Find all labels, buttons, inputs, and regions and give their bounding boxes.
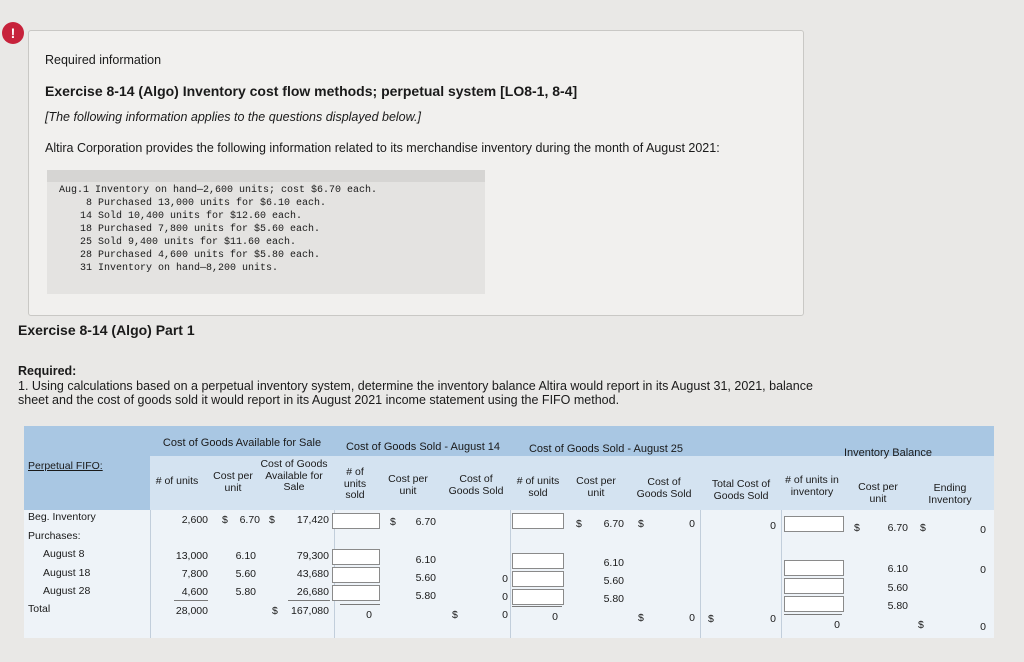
currency-symbol: $ <box>708 613 714 625</box>
row-label-beg-inventory: Beg. Inventory <box>28 511 96 523</box>
available-units: 2,600 <box>181 514 208 526</box>
currency-symbol: $ <box>222 514 228 526</box>
sold14-cogs: 0 <box>502 591 508 603</box>
sold25-cogs: 0 <box>689 518 695 530</box>
available-total: 17,420 <box>296 514 329 526</box>
sold14-units-total: 0 <box>366 609 372 621</box>
sold14-cogs: 0 <box>502 573 508 585</box>
currency-symbol: $ <box>576 518 582 530</box>
required-info-label: Required information <box>45 53 162 67</box>
col-header-cogs-14: Cost of Goods Sold <box>448 473 504 497</box>
col-header-ending-inventory: Ending Inventory <box>928 482 972 506</box>
sold25-units-total: 0 <box>552 611 558 623</box>
column-divider <box>150 510 151 638</box>
transaction-line: 25 Sold 9,400 units for $11.60 each. <box>80 237 297 248</box>
units-sold-aug14-beg-input[interactable] <box>332 513 380 529</box>
total-cogs-beg: 0 <box>770 520 776 532</box>
total-cogs-sum: 0 <box>770 613 776 625</box>
currency-symbol: $ <box>638 518 644 530</box>
inventory-cost: 6.70 <box>887 522 908 534</box>
col-header-cost-per-unit-25: Cost per unit <box>576 475 616 499</box>
available-units: 4,600 <box>181 586 208 598</box>
section-header-available: Cost of Goods Available for Sale <box>162 437 322 449</box>
total-rule <box>174 600 208 601</box>
inventory-cost: 5.60 <box>887 582 908 594</box>
available-cost: 5.80 <box>235 586 256 598</box>
total-rule <box>288 600 330 601</box>
row-label-aug18: August 18 <box>43 567 91 579</box>
currency-symbol: $ <box>272 605 278 617</box>
inventory-ending-total: 0 <box>980 621 986 633</box>
col-header-units-sold: # of units sold <box>343 466 367 501</box>
sold25-cost: 5.60 <box>603 575 624 587</box>
available-cost: 6.10 <box>235 550 256 562</box>
total-rule <box>512 606 562 607</box>
units-sold-aug14-aug28-input[interactable] <box>332 585 380 601</box>
units-sold-aug14-aug8-input[interactable] <box>332 549 380 565</box>
column-divider <box>781 510 782 638</box>
transaction-line: 14 Sold 10,400 units for $12.60 each. <box>80 211 303 222</box>
currency-symbol: $ <box>854 522 860 534</box>
available-units: 13,000 <box>175 550 208 562</box>
alert-icon: ! <box>2 22 24 44</box>
required-heading: Required: <box>18 364 77 378</box>
available-cost: 6.70 <box>239 514 260 526</box>
available-total: 79,300 <box>296 550 329 562</box>
inventory-cost: 5.80 <box>887 600 908 612</box>
transaction-line: 28 Purchased 4,600 units for $5.80 each. <box>80 250 321 261</box>
inventory-ending: 0 <box>980 524 986 536</box>
transactions-panel <box>47 170 485 294</box>
units-sold-aug14-aug18-input[interactable] <box>332 567 380 583</box>
sold25-cost: 5.80 <box>603 593 624 605</box>
required-info-panel <box>28 30 804 316</box>
required-text: 1. Using calculations based on a perpetual inventory system, determine the inventory balance Altira would report in its August 31, 2021, balance sheet and the cost of goods sold it would report in its August 2021 income statement using the FIFO method. <box>18 379 813 407</box>
row-label-aug8: August 8 <box>43 548 85 560</box>
row-label-purchases: Purchases: <box>28 530 81 542</box>
total-rule <box>340 604 380 605</box>
inventory-cost: 6.10 <box>887 563 908 575</box>
applies-note: [The following information applies to the questions displayed below.] <box>45 110 421 124</box>
sold14-cost: 6.10 <box>415 554 436 566</box>
row-label-aug28: August 28 <box>43 585 91 597</box>
currency-symbol: $ <box>920 522 926 534</box>
sold25-cogs-total: 0 <box>689 612 695 624</box>
column-divider <box>700 510 701 638</box>
col-header-cost-per-unit: Cost per unit <box>213 470 253 494</box>
transaction-line: 8 Purchased 13,000 units for $6.10 each. <box>86 198 327 209</box>
sold14-cost: 6.70 <box>415 516 436 528</box>
available-total-sum: 167,080 <box>291 605 329 617</box>
currency-symbol: $ <box>638 612 644 624</box>
section-header-sold-aug25: Cost of Goods Sold - August 25 <box>528 443 684 455</box>
transaction-line: Aug.1 Inventory on hand—2,600 units; cost $6.70 each. <box>59 185 378 196</box>
available-total: 26,680 <box>296 586 329 598</box>
col-header-cost-per-unit-inv: Cost per unit <box>858 481 898 505</box>
units-inventory-aug28-input[interactable] <box>784 596 844 612</box>
available-units: 7,800 <box>181 568 208 580</box>
transaction-line: 18 Purchased 7,800 units for $5.60 each. <box>80 224 321 235</box>
currency-symbol: $ <box>918 619 924 631</box>
inventory-ending: 0 <box>980 564 986 576</box>
col-header-cogs-25: Cost of Goods Sold <box>636 476 692 500</box>
sold25-cost: 6.70 <box>603 518 624 530</box>
sold14-cost: 5.60 <box>415 572 436 584</box>
intro-text: Altira Corporation provides the following information related to its merchandise inventory during the month of August 2021: <box>45 141 720 155</box>
row-label-total: Total <box>28 603 51 615</box>
units-sold-aug25-aug28-input[interactable] <box>512 589 564 605</box>
units-sold-aug25-aug8-input[interactable] <box>512 553 564 569</box>
available-cost: 5.60 <box>235 568 256 580</box>
section-header-sold-aug14: Cost of Goods Sold - August 14 <box>345 441 501 453</box>
fifo-table <box>24 426 994 638</box>
col-header-cost-per-unit-14: Cost per unit <box>388 473 428 497</box>
col-header-units-inventory: # of units in inventory <box>785 474 839 498</box>
col-header-cogas: Cost of Goods Available for Sale <box>260 458 328 493</box>
sold14-cost: 5.80 <box>415 590 436 602</box>
units-sold-aug25-aug18-input[interactable] <box>512 571 564 587</box>
col-header-total-cogs: Total Cost of Goods Sold <box>711 478 771 502</box>
col-header-units: # of units <box>155 475 199 487</box>
part-title: Exercise 8-14 (Algo) Part 1 <box>18 322 195 338</box>
col-header-units-sold-25: # of units sold <box>516 475 560 499</box>
inventory-units-total: 0 <box>834 619 840 631</box>
transaction-line: 31 Inventory on hand—8,200 units. <box>80 263 279 274</box>
method-label: Perpetual FIFO: <box>28 460 103 472</box>
units-inventory-aug8-input[interactable] <box>784 560 844 576</box>
currency-symbol: $ <box>269 514 275 526</box>
section-header-inventory-balance: Inventory Balance <box>843 447 933 459</box>
units-inventory-aug18-input[interactable] <box>784 578 844 594</box>
available-units-total: 28,000 <box>175 605 208 617</box>
currency-symbol: $ <box>452 609 458 621</box>
currency-symbol: $ <box>390 516 396 528</box>
units-sold-aug25-beg-input[interactable] <box>512 513 564 529</box>
sold25-cost: 6.10 <box>603 557 624 569</box>
available-total: 43,680 <box>296 568 329 580</box>
sold14-cogs-total: 0 <box>502 609 508 621</box>
total-rule <box>784 614 842 615</box>
exercise-title: Exercise 8-14 (Algo) Inventory cost flow methods; perpetual system [LO8-1, 8-4] <box>45 83 578 99</box>
units-inventory-beg-input[interactable] <box>784 516 844 532</box>
